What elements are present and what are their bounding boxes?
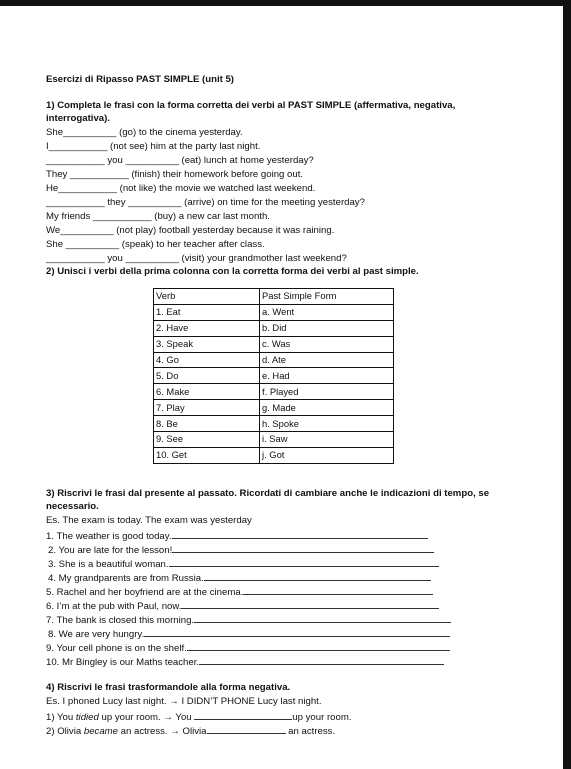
s4-item-verb: tidied (75, 712, 99, 723)
s3-item-2 (48, 543, 434, 557)
s3-item-text: 9. Your cell phone is on the shelf. (46, 643, 187, 654)
table-row (154, 400, 394, 416)
s3-item-text: 4. My grandparents are from Russia. (48, 573, 204, 584)
answer-blank (172, 529, 428, 539)
s1-item-4: They ___________ (finish) their homework before going out. (46, 169, 304, 180)
s1-item-5: He___________ (not like) the movie we watched last weekend. (46, 183, 316, 194)
s3-item-text: 2. You are late for the lesson! (48, 545, 173, 556)
answer-blank (194, 710, 292, 720)
s4-item-text: up your room. → You (98, 712, 195, 723)
s3-item-7 (46, 613, 451, 627)
table-row (154, 384, 394, 400)
table-cell-verb: 7. Play (154, 400, 260, 416)
s3-item-text: 10. Mr Bingley is our Maths teacher. (46, 657, 200, 668)
table-cell-form: c. Was (260, 336, 394, 352)
s4-item-text: 1) You (46, 712, 76, 723)
s1-item-9: She __________ (speak) to her teacher after class. (46, 239, 265, 250)
s3-item-10 (46, 655, 444, 669)
s4-item-text: up your room. (292, 712, 352, 723)
table-row (154, 336, 394, 352)
section4-heading: 4) Riscrivi le frasi trasformandole alla forma negativa. (46, 682, 291, 693)
answer-blank (169, 557, 439, 567)
s3-item-5 (46, 585, 433, 599)
table-row (154, 432, 394, 448)
table-cell-verb: 9. See (154, 432, 260, 448)
table-cell-form: i. Saw (260, 432, 394, 448)
s3-item-text: 1. The weather is good today. (46, 531, 172, 542)
section1-heading-cont: interrogativa). (46, 113, 110, 124)
section3-heading-cont: necessario. (46, 501, 99, 512)
s3-item-text: 5. Rachel and her boyfriend are at the cinema. (46, 587, 244, 598)
s4-item-1 (46, 710, 352, 724)
table-row (154, 320, 394, 336)
table-row (154, 416, 394, 432)
answer-blank (187, 641, 450, 651)
s4-item-2 (46, 724, 335, 738)
s3-item-3 (48, 557, 439, 571)
table-header-past-simple: Past Simple Form (260, 289, 394, 305)
verb-matching-table (153, 288, 394, 464)
answer-blank (144, 627, 450, 637)
s4-item-text: an actress. → Olivia (118, 726, 207, 737)
table-row (154, 304, 394, 320)
section3-heading: 3) Riscrivi le frasi dal presente al passato. Ricordati di cambiare anche le indicazioni di tempo, se (46, 488, 490, 499)
table-cell-form: a. Went (260, 304, 394, 320)
table-cell-verb: 2. Have (154, 320, 260, 336)
s1-item-8: We__________ (not play) football yesterday because it was raining. (46, 225, 335, 236)
table-cell-form: j. Got (260, 447, 394, 463)
answer-blank (172, 543, 434, 553)
table-cell-form: g. Made (260, 400, 394, 416)
table-cell-verb: 3. Speak (154, 336, 260, 352)
s3-item-text: 8. We are very hungry. (48, 629, 145, 640)
document-title: Esercizi di Ripasso PAST SIMPLE (unit 5) (46, 74, 235, 85)
s1-item-6: ___________ they __________ (arrive) on time for the meeting yesterday? (46, 197, 365, 208)
s3-item-4 (48, 571, 431, 585)
answer-blank (207, 724, 286, 734)
answer-blank (194, 613, 451, 623)
section2-heading: 2) Unisci i verbi della prima colonna con la corretta forma dei verbi al past simple. (46, 266, 419, 277)
s1-item-10: ___________ you __________ (visit) your grandmother last weekend? (46, 253, 347, 264)
table-cell-verb: 1. Eat (154, 304, 260, 320)
s3-item-text: 7. The bank is closed this morning. (46, 615, 195, 626)
table-cell-verb: 10. Get (154, 447, 260, 463)
s3-example: Es. The exam is today. The exam was yesterday (46, 515, 252, 526)
s3-item-text: 3. She is a beautiful woman. (48, 559, 169, 570)
table-cell-form: e. Had (260, 368, 394, 384)
s1-item-2: I___________ (not see) him at the party last night. (46, 141, 261, 152)
s3-item-1 (46, 529, 428, 543)
s1-item-1: She__________ (go) to the cinema yesterday. (46, 127, 243, 138)
table-cell-verb: 4. Go (154, 352, 260, 368)
table-row (154, 447, 394, 463)
answer-blank (243, 585, 433, 595)
table-cell-form: f. Played (260, 384, 394, 400)
answer-blank (199, 655, 444, 665)
table-cell-verb: 5. Do (154, 368, 260, 384)
s3-item-8 (48, 627, 450, 641)
s3-item-6 (46, 599, 439, 613)
answer-blank (181, 599, 439, 609)
s3-item-9 (46, 641, 450, 655)
table-cell-verb: 6. Make (154, 384, 260, 400)
table-cell-form: h. Spoke (260, 416, 394, 432)
s1-item-3: ___________ you __________ (eat) lunch at home yesterday? (46, 155, 314, 166)
answer-blank (204, 571, 431, 581)
section1-heading: 1) Completa le frasi con la forma corretta dei verbi al PAST SIMPLE (affermativa, negativa, (46, 100, 456, 111)
table-cell-verb: 8. Be (154, 416, 260, 432)
s4-example: Es. I phoned Lucy last night. → I DIDN’T PHONE Lucy last night. (46, 696, 322, 707)
right-border (563, 0, 571, 769)
s4-item-text: an actress. (285, 726, 336, 737)
table-header-row (154, 289, 394, 305)
table-header-verb: Verb (154, 289, 260, 305)
table-row (154, 368, 394, 384)
table-row (154, 352, 394, 368)
table-cell-form: b. Did (260, 320, 394, 336)
s4-item-text: 2) Olivia (46, 726, 84, 737)
s4-item-verb: became (83, 726, 118, 737)
s3-item-text: 6. I’m at the pub with Paul, now. (46, 601, 182, 612)
s1-item-7: My friends ___________ (buy) a new car last month. (46, 211, 270, 222)
table-cell-form: d. Ate (260, 352, 394, 368)
